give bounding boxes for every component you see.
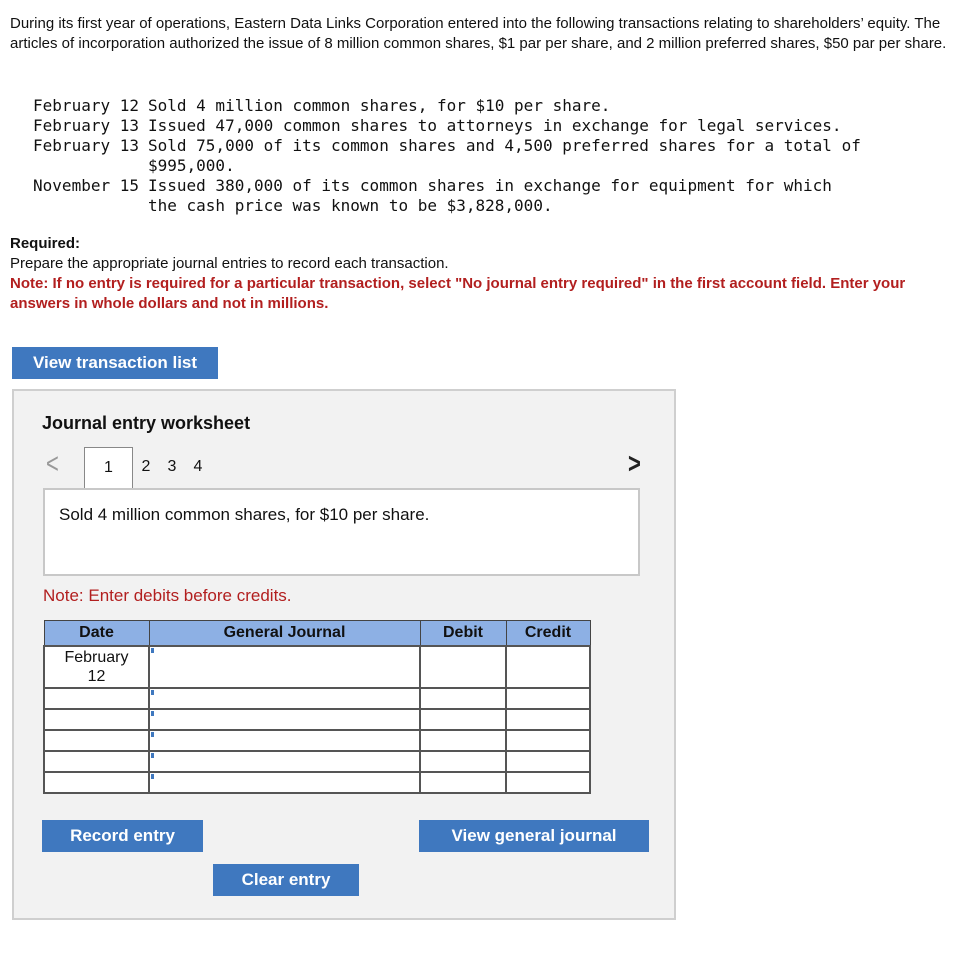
debit-field[interactable] — [420, 730, 506, 751]
transaction-row — [10, 96, 861, 116]
debit-field[interactable] — [420, 709, 506, 730]
date-cell — [44, 709, 149, 730]
table-row — [44, 751, 590, 772]
table-row — [44, 772, 590, 793]
debit-field[interactable] — [420, 688, 506, 709]
credit-field[interactable] — [506, 688, 590, 709]
debits-note: Note: Enter debits before credits. — [43, 586, 292, 605]
required-heading: Required: — [10, 235, 81, 252]
table-row — [44, 688, 590, 709]
required-note: Note: If no entry is required for a particular transaction, select "No journal entry required" in the first account field. Enter your answers in whole dollars and not in millions. — [10, 275, 906, 312]
entry-tabs — [84, 447, 211, 489]
record-entry-button[interactable]: Record entry — [42, 820, 203, 852]
tab-entry-3[interactable]: 3 — [167, 458, 177, 475]
transaction-row — [10, 136, 861, 176]
tab-entry-2[interactable]: 2 — [141, 458, 151, 475]
transaction-list — [10, 96, 861, 216]
entry-date-text: February 12 — [64, 649, 129, 685]
transaction-date: February 13 — [33, 136, 139, 155]
credit-field[interactable] — [506, 709, 590, 730]
transaction-description: Issued 47,000 common shares to attorneys in exchange for legal services. — [148, 116, 842, 135]
debit-column-header: Debit — [420, 621, 506, 647]
account-field[interactable] — [149, 772, 420, 793]
account-field[interactable] — [149, 709, 420, 730]
table-row — [44, 646, 590, 688]
transaction-description: Sold 75,000 of its common shares and 4,500 preferred shares for a total of $995,000. — [148, 136, 861, 175]
problem-intro: During its first year of operations, Eastern Data Links Corporation entered into the following transactions relating to shareholders’ equity. The articles of incorporation authorized the issue of 8 million common shares, $1 par per share, and 2 million preferred shares, $50 par per share. — [10, 15, 947, 52]
transaction-description-box: Sold 4 million common shares, for $10 per share. — [43, 488, 640, 576]
tab-entry-4[interactable]: 4 — [193, 458, 203, 475]
account-field[interactable] — [149, 730, 420, 751]
clear-entry-button[interactable]: Clear entry — [213, 864, 359, 896]
view-transaction-list-button[interactable]: View transaction list — [12, 347, 218, 379]
transaction-row — [10, 116, 861, 136]
required-section — [10, 234, 955, 314]
credit-field[interactable] — [506, 751, 590, 772]
transaction-date: November 15 — [33, 176, 139, 195]
required-text: Prepare the appropriate journal entries to record each transaction. — [10, 255, 449, 272]
date-cell — [44, 730, 149, 751]
debit-field[interactable] — [420, 751, 506, 772]
table-row — [44, 709, 590, 730]
general-journal-column-header: General Journal — [149, 621, 420, 647]
credit-field[interactable] — [506, 646, 590, 688]
journal-entry-worksheet — [12, 389, 676, 920]
date-cell — [44, 688, 149, 709]
journal-table — [43, 620, 591, 794]
chevron-right-icon[interactable]: > — [628, 447, 641, 480]
transaction-row — [10, 176, 861, 216]
chevron-left-icon[interactable]: < — [46, 447, 59, 480]
entry-date — [44, 646, 149, 688]
account-field[interactable] — [149, 751, 420, 772]
worksheet-title: Journal entry worksheet — [42, 413, 251, 433]
debit-field[interactable] — [420, 646, 506, 688]
tab-entry-1[interactable]: 1 — [84, 447, 133, 488]
transaction-description: Sold 4 million common shares, for $10 per share. — [148, 96, 611, 115]
transaction-date: February 12 — [33, 96, 139, 115]
transaction-description: Issued 380,000 of its common shares in exchange for equipment for which the cash price was known to be $3,828,000. — [148, 176, 832, 215]
account-field[interactable] — [149, 646, 420, 688]
date-cell — [44, 751, 149, 772]
credit-field[interactable] — [506, 730, 590, 751]
account-field[interactable] — [149, 688, 420, 709]
credit-column-header: Credit — [506, 621, 590, 647]
table-row — [44, 730, 590, 751]
view-general-journal-button[interactable]: View general journal — [419, 820, 649, 852]
credit-field[interactable] — [506, 772, 590, 793]
date-cell — [44, 772, 149, 793]
debit-field[interactable] — [420, 772, 506, 793]
date-column-header: Date — [44, 621, 149, 647]
transaction-date: February 13 — [33, 116, 139, 135]
